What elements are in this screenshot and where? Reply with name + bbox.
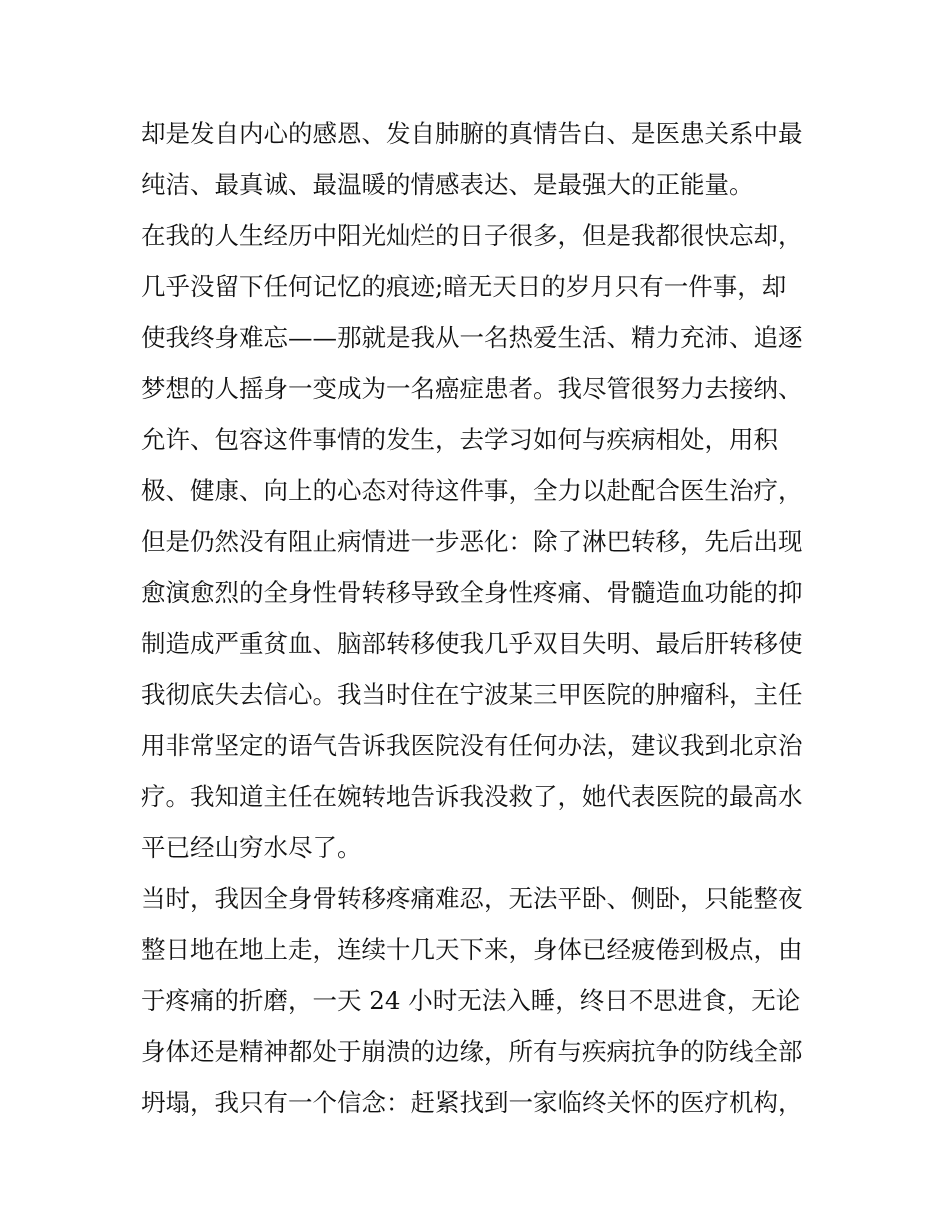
text-line-3: 在我的人生经历中阳光灿烂的日子很多，但是我都很快忘却， (141, 221, 803, 250)
text-line-4: 几乎没留下任何记忆的痕迹;暗无天日的岁月只有一件事，却 (141, 272, 787, 301)
text-line-1: 却是发自内心的感恩、发自肺腑的真情告白、是医患关系中最 (141, 119, 803, 148)
text-line-5: 使我终身难忘——那就是我从一名热爱生活、精力充沛、追逐 (141, 323, 803, 352)
text-line-8: 极、健康、向上的心态对待这件事，全力以赴配合医生治疗， (141, 476, 803, 505)
text-line-2: 纯洁、最真诚、最温暖的情感表达、是最强大的正能量。 (141, 170, 754, 199)
text-line-20: 坍塌，我只有一个信念：赶紧找到一家临终关怀的医疗机构， (141, 1088, 803, 1117)
text-line-11: 制造成严重贫血、脑部转移使我几乎双目失明、最后肝转移使 (141, 629, 803, 658)
text-line-6: 梦想的人摇身一变成为一名癌症患者。我尽管很努力去接纳、 (141, 374, 803, 403)
text-line-17: 整日地在地上走，连续十几天下来，身体已经疲倦到极点，由 (141, 935, 803, 964)
text-line-7: 允许、包容这件事情的发生，去学习如何与疾病相处，用积 (141, 425, 778, 454)
text-line-9: 但是仍然没有阻止病情进一步恶化：除了淋巴转移，先后出现 (141, 527, 803, 556)
text-line-14: 疗。我知道主任在婉转地告诉我没救了，她代表医院的最高水 (141, 782, 803, 811)
text-line-15: 平已经山穷水尽了。 (141, 833, 362, 862)
text-line-18: 于疼痛的折磨，一天 24 小时无法入睡，终日不思进食，无论 (141, 986, 801, 1015)
body-text (141, 108, 821, 1128)
text-line-10: 愈演愈烈的全身性骨转移导致全身性疼痛、骨髓造血功能的抑 (141, 578, 803, 607)
text-line-16: 当时，我因全身骨转移疼痛难忍，无法平卧、侧卧，只能整夜 (141, 884, 803, 913)
text-line-19: 身体还是精神都处于崩溃的边缘，所有与疾病抗争的防线全部 (141, 1037, 803, 1066)
text-line-12: 我彻底失去信心。我当时住在宁波某三甲医院的肿瘤科，主任 (141, 680, 803, 709)
text-line-13: 用非常坚定的语气告诉我医院没有任何办法，建议我到北京治 (141, 731, 803, 760)
